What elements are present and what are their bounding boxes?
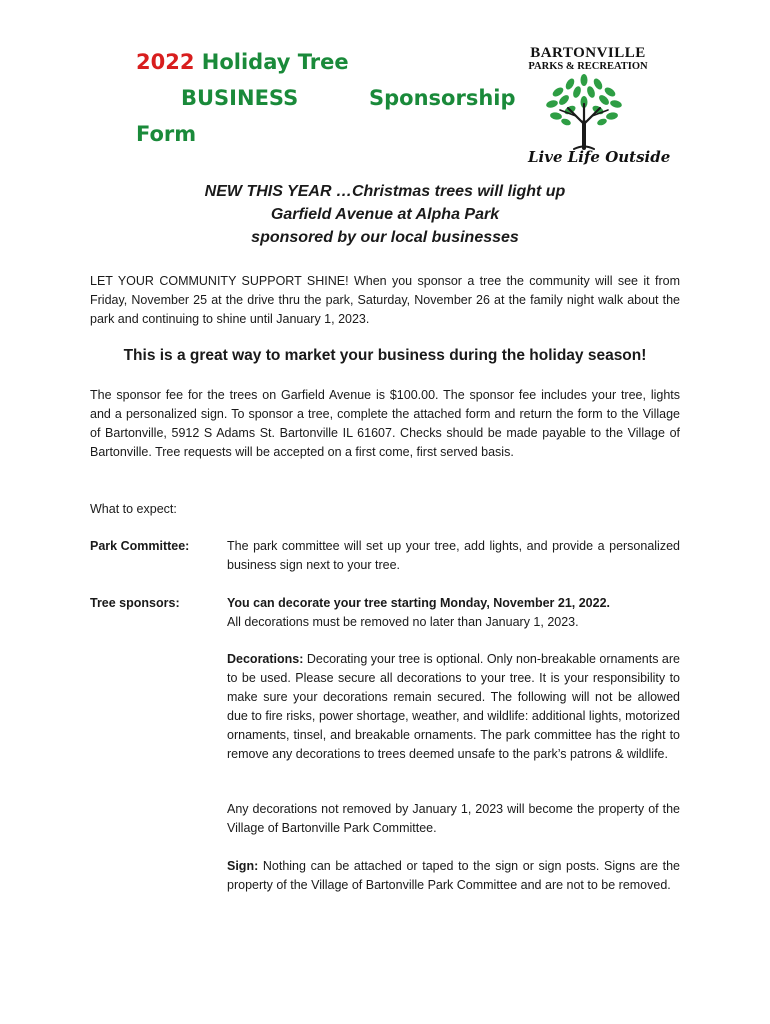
title-business: BUSINESS bbox=[181, 86, 299, 110]
bartonville-logo bbox=[522, 45, 671, 174]
sign-text: Nothing can be attached or taped to the sign or sign posts. Signs are the property of the Village of Bartonville Park Committee and are not to be removed. bbox=[227, 859, 680, 892]
headline-line-1: NEW THIS YEAR …Christmas trees will light up bbox=[204, 183, 566, 200]
tree-sponsors-label: Tree sponsors: bbox=[90, 596, 180, 610]
headline-line-3: sponsored by our local businesses bbox=[251, 229, 519, 246]
sign-label: Sign: bbox=[227, 859, 259, 873]
park-committee-label: Park Committee: bbox=[90, 539, 190, 553]
intro-paragraph: LET YOUR COMMUNITY SUPPORT SHINE! When you sponsor a tree the community will see it from Friday, November 25 at the drive thru the park, Saturday, November 26 at the family night walk about the park and continuing to shine until January 1, 2023. bbox=[90, 274, 680, 326]
logo-name: BARTONVILLE bbox=[530, 45, 646, 61]
logo-motto: Live Life Outside bbox=[528, 148, 671, 166]
title-sponsorship: Sponsorship bbox=[369, 86, 516, 110]
decorations-paragraph bbox=[227, 650, 680, 764]
headline-line-2: Garfield Avenue at Alpha Park bbox=[270, 206, 500, 223]
title-form: Form bbox=[136, 122, 197, 146]
title-holiday-tree: Holiday Tree bbox=[194, 50, 349, 74]
tree-icon bbox=[544, 74, 624, 150]
logo-subtitle: PARKS & RECREATION bbox=[528, 61, 648, 72]
removal-paragraph: Any decorations not removed by January 1, 2023 will become the property of the Village of Bartonville Park Committee. bbox=[227, 802, 680, 835]
sign-paragraph bbox=[227, 857, 680, 895]
fee-paragraph: The sponsor fee for the trees on Garfield Avenue is $100.00. The sponsor fee includes your tree, lights and a personalized sign. To sponsor a tree, complete the attached form and return the form to the Village of Bartonville, 5912 S Adams St. Bartonville IL 61607. Checks should be made payable to the Village of Bartonville. Tree requests will be accepted on a first come, first served basis. bbox=[90, 388, 680, 459]
what-to-expect: What to expect: bbox=[90, 502, 177, 516]
decorations-label: Decorations: bbox=[227, 652, 304, 666]
market-heading: This is a great way to market your business during the holiday season! bbox=[123, 347, 647, 364]
removal-deadline: All decorations must be removed no later than January 1, 2023. bbox=[227, 615, 579, 629]
title-line-1 bbox=[136, 50, 349, 74]
title-year: 2022 bbox=[136, 50, 195, 74]
decorate-start-date: You can decorate your tree starting Monday, November 21, 2022. bbox=[227, 596, 610, 610]
decorations-text: Decorating your tree is optional. Only non-breakable ornaments are to be used. Please secure all decorations to your tree. It is your responsibility to make sure your decorations remain secured. The following will not be allowed due to fire risks, power shortage, weather, and wildlife: additional lights, motorized ornaments, tinsel, and breakable ornaments. The park committee has the right to remove any decorations to trees deemed unsafe to the park’s patrons & wildlife. bbox=[227, 652, 680, 761]
park-committee-text: The park committee will set up your tree, add lights, and provide a personalized business sign next to your tree. bbox=[227, 539, 680, 572]
